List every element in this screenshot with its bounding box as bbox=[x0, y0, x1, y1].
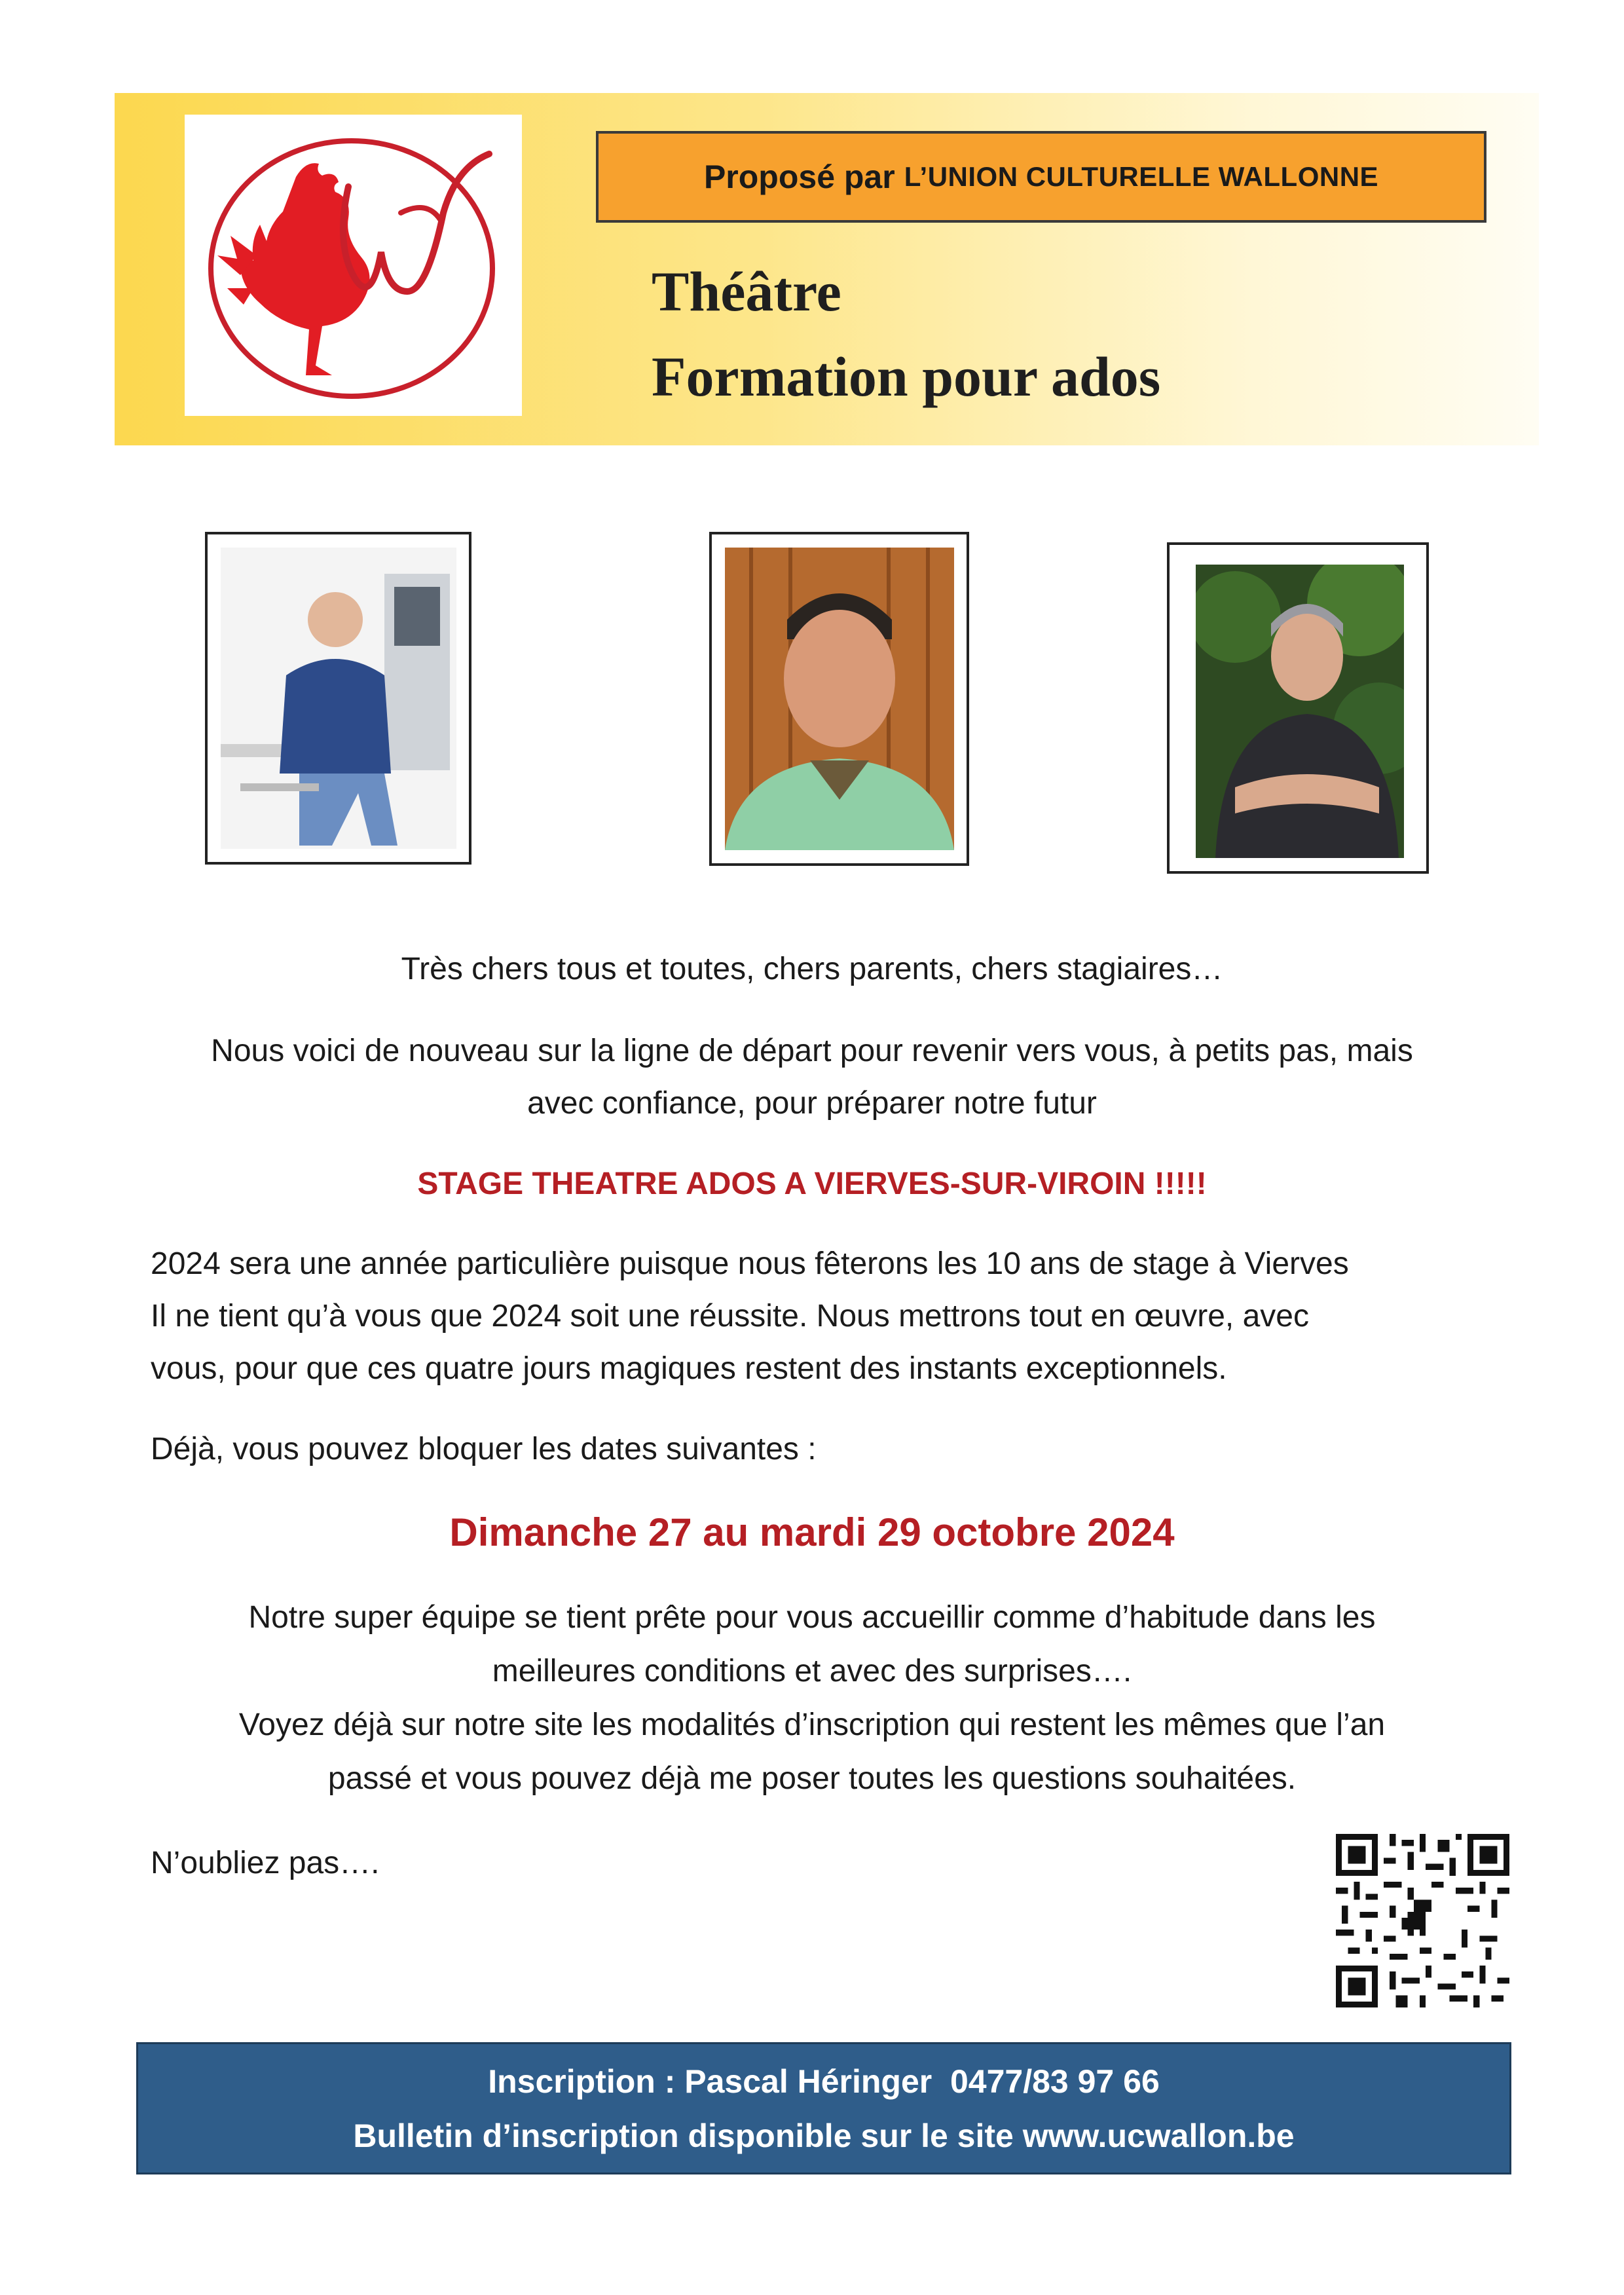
rooster-logo-icon bbox=[185, 115, 522, 416]
person-photo-icon bbox=[221, 548, 456, 849]
registration-contact: Inscription : Pascal Héringer 0477/83 97 66 bbox=[488, 2063, 1160, 2100]
trainer-photo-1 bbox=[205, 532, 471, 865]
intro-line-2: avec confiance, pour préparer notre futur bbox=[527, 1086, 1097, 1121]
event-dates: Dimanche 27 au mardi 29 octobre 2024 bbox=[449, 1510, 1175, 1554]
para3-line-4: passé et vous pouvez déjà me poser toutes les questions souhaitées. bbox=[327, 1761, 1297, 1796]
qr-code[interactable] bbox=[1336, 1834, 1509, 2007]
para3-line-1: Notre super équipe se tient prête pour vous accueillir comme d’habitude dans les bbox=[248, 1600, 1376, 1635]
para2-line-3: vous, pour que ces quatre jours magiques restent des instants exceptionnels. bbox=[151, 1351, 1227, 1386]
page-title-line2: Formation pour ados bbox=[652, 345, 1161, 408]
registration-footer bbox=[136, 2042, 1511, 2174]
person-photo-icon bbox=[1196, 565, 1404, 858]
page-title-line1: Théâtre bbox=[652, 260, 841, 323]
person-photo-icon bbox=[725, 548, 954, 850]
para3-line-3: Voyez déjà sur notre site les modalités d’inscription qui restent les mêmes que l’an bbox=[238, 1707, 1386, 1742]
proposed-by-banner bbox=[596, 131, 1486, 223]
proposed-org: L’UNION CULTURELLE WALLONNE bbox=[904, 161, 1379, 192]
trainer-photo-3 bbox=[1167, 542, 1429, 874]
dates-intro: Déjà, vous pouvez bloquer les dates suivantes : bbox=[151, 1432, 817, 1466]
registration-website[interactable]: Bulletin d’inscription disponible sur le site www.ucwallon.be bbox=[353, 2118, 1295, 2154]
para2-line-1: 2024 sera une année particulière puisque nous fêterons les 10 ans de stage à Vierves bbox=[151, 1246, 1349, 1281]
intro-line-1: Nous voici de nouveau sur la ligne de départ pour revenir vers vous, à petits pas, mais bbox=[211, 1034, 1413, 1068]
stage-heading: STAGE THEATRE ADOS A VIERVES-SUR-VIROIN !!!!! bbox=[417, 1166, 1207, 1201]
proposed-prefix: Proposé par bbox=[703, 159, 895, 195]
qr-code-icon bbox=[1336, 1834, 1509, 2007]
greeting-text: Très chers tous et toutes, chers parents, chers stagiaires… bbox=[401, 952, 1223, 986]
para2-line-2: Il ne tient qu’à vous que 2024 soit une réussite. Nous mettrons tout en œuvre, avec bbox=[151, 1299, 1309, 1334]
trainer-photo-2 bbox=[709, 532, 969, 866]
ucw-logo bbox=[185, 115, 522, 416]
para3-line-2: meilleures conditions et avec des surprises…. bbox=[492, 1654, 1132, 1689]
closing-text: N’oubliez pas…. bbox=[151, 1846, 380, 1880]
